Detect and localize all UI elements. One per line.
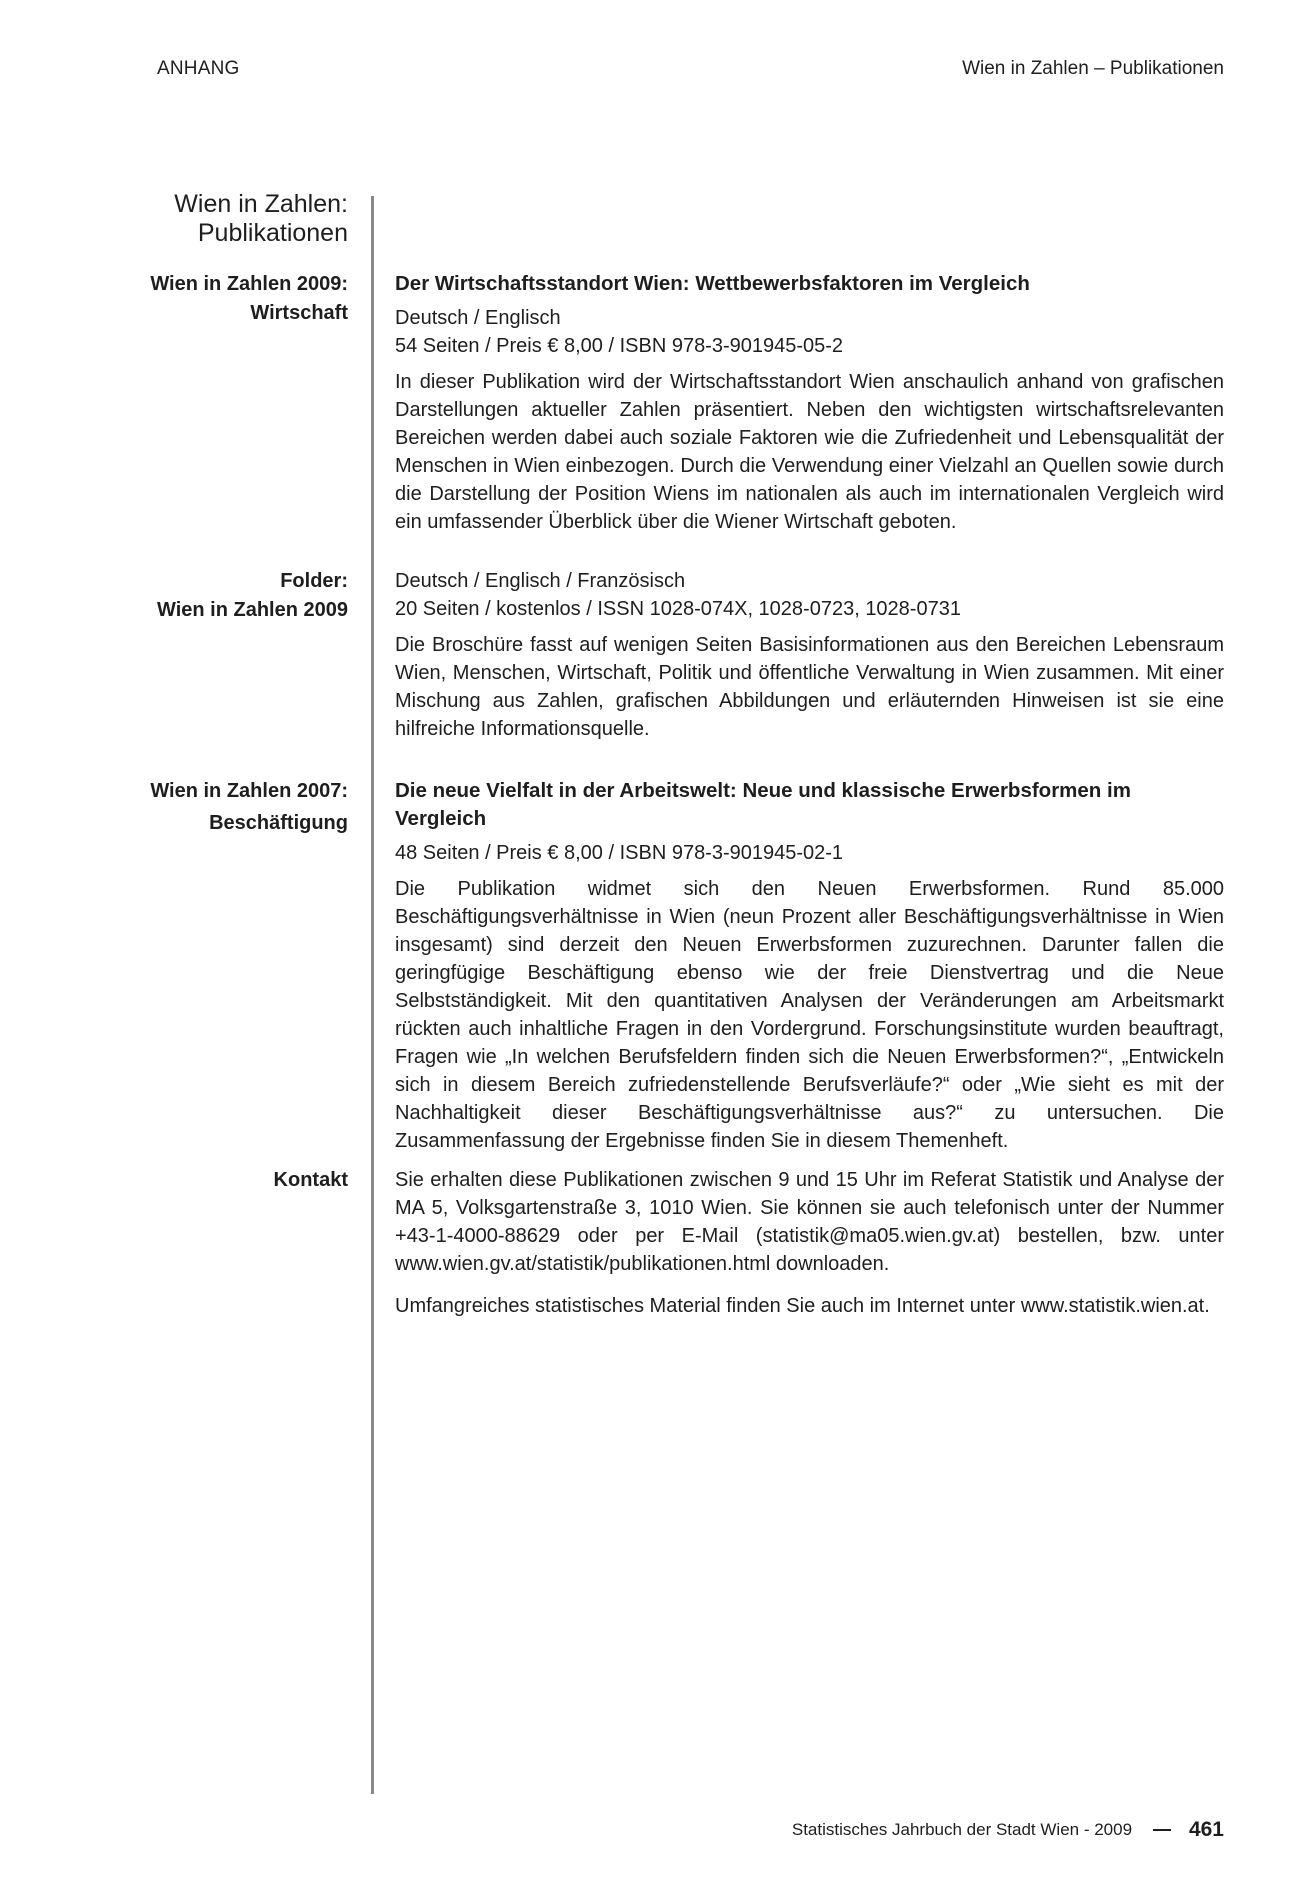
section-title-line1: Wien in Zahlen: xyxy=(174,190,348,218)
entry-content-wirtschaft xyxy=(395,270,1224,536)
header-chapter-title: Wien in Zahlen – Publikationen xyxy=(962,58,1224,79)
contact-label: Kontakt xyxy=(273,1169,348,1191)
header-section-label: ANHANG xyxy=(157,58,240,79)
publication-title: Der Wirtschaftsstandort Wien: Wettbewerbsfaktoren im Vergleich xyxy=(395,272,1030,295)
vertical-divider xyxy=(371,196,374,1794)
entry-content-beschaeftigung xyxy=(395,777,1224,1155)
entry-label-folder xyxy=(120,567,348,625)
footer-publication-title: Statistisches Jahrbuch der Stadt Wien - 2009 xyxy=(791,1820,1133,1839)
contact-web-note: Umfangreiches statistisches Material finden Sie auch im Internet unter www.statistik.wien.at. xyxy=(395,1295,1210,1317)
publication-description: Die Publikation widmet sich den Neuen Erwerbsformen. Rund 85.000 Beschäftigungsverhältnisse in Wien (neun Prozent aller Beschäftigungsverhältnisse in Wien insgesamt) sind derzeit den Neuen Erwerbsformen zuzurechnen. Darunter fallen die geringfügige Beschäftigung ebenso wie der freie Dienstvertrag und die Neue Selbstständigkeit. Mit den quantitativen Analysen der Veränderungen am Arbeitsmarkt rückten auch inhaltliche Fragen in den Vordergrund. Forschungsinstitute wurden beauftragt, Fragen wie „In welchen Berufsfeldern finden sich die Neuen Erwerbsformen?“, „Entwickeln sich in diesem Bereich zufriedenstellende Berufsverläufe?“ oder „Wie sieht es mit der Nachhaltigkeit dieser Beschäftigungsverhältnisse aus?“ zu untersuchen. Die Zusammenfassung der Ergebnisse finden Sie in diesem Themenheft. xyxy=(395,878,1224,1152)
entry-label-line: Wien in Zahlen 2009: xyxy=(150,273,348,295)
publication-languages: Deutsch / Englisch / Französisch xyxy=(395,570,686,592)
page-header xyxy=(157,58,1224,84)
contact-paragraph: Sie erhalten diese Publikationen zwischen 9 und 15 Uhr im Referat Statistik und Analyse der MA 5, Volksgartenstraße 3, 1010 Wien. Sie können sie auch telefonisch unter der Nummer +43-1-4000-88629 oder per E-Mail (statistik@ma05.wien.gv.at) bestellen, bzw. unter www.wien.gv.at/statistik/publikationen.html downloaden. xyxy=(395,1169,1224,1275)
entry-label-line: Folder: xyxy=(280,570,348,592)
page-number: 461 xyxy=(1188,1818,1224,1841)
section-title-line2: Publikationen xyxy=(197,219,348,247)
entry-label-line: Wirtschaft xyxy=(250,302,348,324)
entry-label-beschaeftigung xyxy=(120,777,348,838)
publication-details: 54 Seiten / Preis € 8,00 / ISBN 978-3-901945-05-2 xyxy=(395,335,844,357)
publication-details: 48 Seiten / Preis € 8,00 / ISBN 978-3-901945-02-1 xyxy=(395,842,844,864)
publication-title: Die neue Vielfalt in der Arbeitswelt: Neue und klassische Erwerbsformen im Vergleich xyxy=(395,779,1131,830)
entry-label-wirtschaft xyxy=(120,270,348,328)
entry-content-folder xyxy=(395,567,1224,743)
contact-content xyxy=(395,1166,1224,1334)
publication-description: Die Broschüre fasst auf wenigen Seiten Basisinformationen aus den Bereichen Lebensraum Wien, Menschen, Wirtschaft, Politik und öffentliche Verwaltung in Wien zusammen. Mit einer Mischung aus Zahlen, grafischen Abbildungen und erläuternden Hinweisen ist sie eine hilfreiche Informationsquelle. xyxy=(395,634,1224,740)
entry-label-line: Beschäftigung xyxy=(209,812,348,834)
entry-label-line: Wien in Zahlen 2009 xyxy=(157,599,348,621)
entry-label-line: Wien in Zahlen 2007: xyxy=(150,780,348,802)
publication-languages: Deutsch / Englisch xyxy=(395,307,561,329)
page-footer xyxy=(792,1818,1224,1848)
footer-separator xyxy=(1153,1829,1171,1831)
section-title xyxy=(120,190,348,248)
publication-details: 20 Seiten / kostenlos / ISSN 1028-074X, 1028-0723, 1028-0731 xyxy=(395,598,961,620)
publication-description: In dieser Publikation wird der Wirtschaftsstandort Wien anschaulich anhand von grafischen Darstellungen aktueller Zahlen präsentiert. Neben den wichtigsten wirtschaftsrelevanten Bereichen werden dabei auch soziale Faktoren wie die Zufriedenheit und Lebensqualität der Menschen in Wien einbezogen. Durch die Verwendung einer Vielzahl an Quellen sowie durch die Darstellung der Position Wiens im nationalen als auch im internationalen Vergleich wird ein umfassender Überblick über die Wiener Wirtschaft geboten. xyxy=(395,371,1224,533)
